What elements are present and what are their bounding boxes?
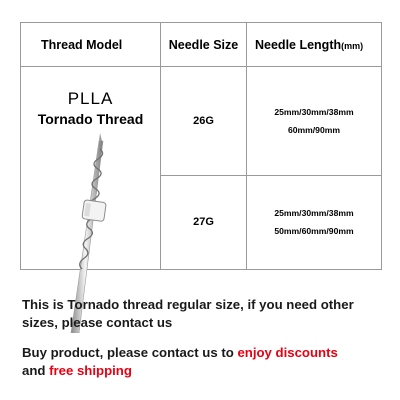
header-thread-model: Thread Model (21, 23, 161, 67)
length-line: 50mm/60mm/90mm (274, 226, 354, 237)
discount-highlight: enjoy discounts (237, 345, 338, 360)
model-subtitle: Tornado Thread (37, 111, 144, 128)
header-needle-length-label: Needle Length (255, 37, 342, 52)
promo-text-part1: Buy product, please contact us to (22, 345, 238, 360)
model-name: PLLA (67, 89, 114, 109)
model-cell (21, 67, 161, 270)
table-row (21, 67, 382, 175)
header-needle-size: Needle Size (161, 23, 247, 67)
needle-size-cell: 27G (161, 175, 247, 269)
needle-length-cell (247, 175, 382, 269)
size-note: This is Tornado thread regular size, if you need other sizes, please contact us (22, 297, 354, 330)
header-needle-length (247, 23, 382, 67)
free-shipping-highlight: free shipping (49, 363, 132, 378)
length-line: 60mm/90mm (287, 124, 341, 135)
promo-text-part2: and (22, 363, 50, 378)
length-line: 25mm/30mm/38mm (274, 106, 354, 117)
spec-table (20, 22, 382, 270)
header-length-unit: (mm) (341, 40, 364, 51)
promo-text (22, 344, 378, 380)
length-line: 25mm/30mm/38mm (274, 208, 354, 219)
needle-length-cell (247, 67, 382, 175)
table-header-row (21, 23, 382, 67)
needle-size-cell: 26G (161, 67, 247, 175)
